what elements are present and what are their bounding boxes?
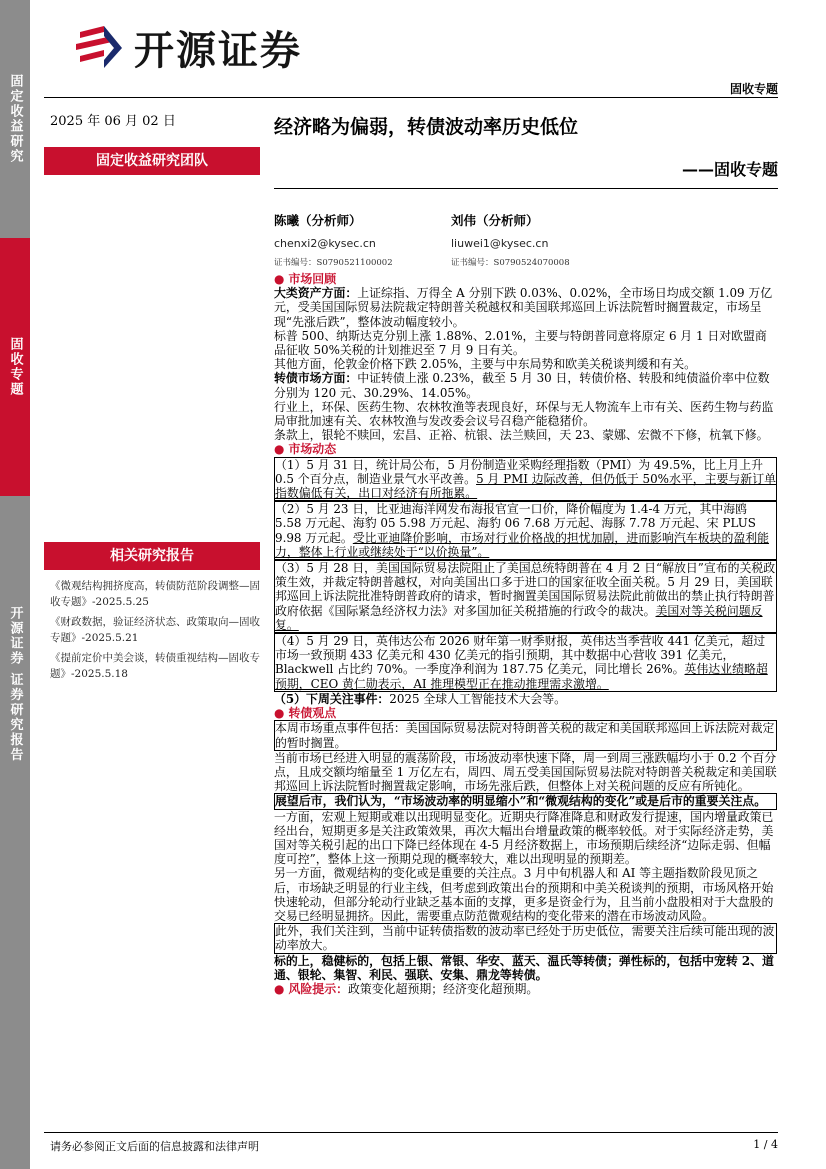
analyst-2-name: 刘伟（分析师） [451,213,539,228]
team-box: 固定收益研究团队 [44,147,260,175]
view-5: 另一方面，微观结构的变化或是重要的关注点。3 月中旬机器人和 AI 等主题指数阶段见顶之后，市场缺乏明显的行业主线，但考虑到政策出台的预期和中美关税谈判的预期，市场风格开始快速轮动，但部分轮动行业缺乏基本面的支撑，更多是资金行为，且当前小盘股相对于大盘股的交易已经明显拥挤。因此，需要重点防范微观结构的变化带来的潜在市场波动风险。 [274,866,774,923]
section-cb-view: 转债观点 [288,706,337,721]
bullet-icon: ● [274,706,289,721]
section-market-dynamics: 市场动态 [288,442,337,457]
side-label-top: 固定收益研究 [7,74,23,164]
analyst-2-email: liuwei1@kysec.cn [451,237,549,250]
related-report-2[interactable]: 《财政数据，验证经济状态、政策取向—固收专题》-2025.5.21 [50,616,260,644]
bullet-icon: ● [274,272,289,286]
brand-name: 开源证券 [134,27,302,74]
view-6: 此外，我们关注到，当前中证转债指数的波动率已经处于历史低位，需要关注后续可能出现的波动率放大。 [274,923,777,953]
side-strip-middle [0,238,30,496]
main-body [274,272,777,996]
view-3: 展望后市，我们认为，“市场波动率的明显缩小”和“微观结构的变化”或是后市的重要关注点。 [274,793,777,809]
para-industry: 行业上，环保、医药生物、农林牧渔等表现良好，环保与无人物流车上市有关、医药生物与药监局审批加速有关、农林牧渔与发改委会议号召稳产能稳猪价。 [274,399,774,429]
side-strip [0,0,30,1169]
dynamic-5: （5）下周关注事件：2025 全球人工智能技术大会等。 [274,691,567,706]
side-strip-bottom [0,496,30,1169]
side-label-bottom: 开源证券 证券研究报告 [7,606,23,763]
dynamic-3: （3）5 月 28 日，美国国际贸易法院阻止了美国总统特朗普在 4 月 2 日“解放日”宣布的关税政策生效，并裁定特朗普越权，对向美国出口多于进口的国家征收全面关税。5 月 29 日，美国联邦巡回上诉法院批准特朗普政府的请求，暂时搁置美国国际贸易法院此前做出的禁止执行特朗普政府依据《国际紧急经济权力法》对多国加征关税措施的行政令的裁决。美国对等关税问题反复。 [275,561,776,632]
dynamic-4: （4）5 月 29 日，英伟达公布 2026 财年第一财季财报，英伟达当季营收 441 亿美元，超过市场一致预期 433 亿美元和 430 亿美元的指引预期，其中数据中心营收 391 亿美元，Blackwell 占比约 70%。一季度净利润为 187.75 亿美元，同比增长 26%。英伟达业绩略超预期，CEO 黄仁勋表示，AI 推理模型正在推动推理需求激增。 [274,633,777,692]
logo-mark-icon [74,24,126,70]
analyst-2 [451,211,621,268]
para-us: 标普 500、纳斯达克分别上涨 1.88%、2.01%，主要与特朗普同意将原定 6 月 1 日对欧盟商品征收 50%关税的计划推迟至 7 月 9 日有关。 [274,328,767,358]
analyst-1-cert: 证书编号：S0790521100002 [274,258,393,268]
footer-rule [44,1132,778,1133]
view-7: 标的上，稳健标的，包括上银、常银、华安、蓝天、温氏等转债；弹性标的，包括中宠转 2、道通、银轮、集智、利民、强联、安集、鼎龙等转债。 [274,953,774,982]
report-subtitle: ——固收专题 [681,160,778,179]
view-4: 一方面，宏观上短期或难以出现明显变化。近期央行降准降息和财政发行提速，国内增量政策已经出台，短期更多是关注政策效果，再次大幅出台增量政策的概率较低。对于实际经济走势，美国对等关税引起的出口下降已经体现在 4-5 月经济数据上，市场预期后续经济“边际走弱、但幅度可控”，整体上这一预期兑现的概率较大，难以出现明显的预期差。 [274,809,774,867]
analyst-1 [274,211,444,268]
related-report-3[interactable]: 《提前定价中美会谈，转债重视结构—固收专题》-2025.5.18 [50,652,260,680]
analyst-1-email: chenxi2@kysec.cn [274,237,376,250]
report-date: 2025 年 06 月 02 日 [50,114,176,129]
footer-disclaimer: 请务必参阅正文后面的信息披露和法律声明 [50,1140,259,1153]
side-label-middle: 固收专题 [7,337,23,397]
view-2: 当前市场已经进入明显的震荡阶段，市场波动率快速下降，周一到周三涨跌幅均小于 0.2 个百分点，且成交额均缩量至 1 万亿左右，周四、周五受美国国际贸易法院对特朗普关税裁定和美国联邦巡回上诉法院暂时搁置裁定影响，市场先涨后跌，但整体上对关税问题的反应有所钝化。 [274,750,777,794]
header-rule [44,97,778,98]
title-rule [274,188,778,189]
para-gold: 其他方面，伦敦金价格下跌 2.05%，主要与中东局势和欧美关税谈判缓和有关。 [274,357,697,372]
section-market-review: 市场回顾 [288,272,337,286]
view-1: 本周市场重点事件包括：美国国际贸易法院对特朗普关税的裁定和美国联邦巡回上诉法院对裁定的暂时搁置。 [274,720,777,750]
brand-logo [74,22,302,72]
page-number: 1 / 4 [753,1138,778,1151]
para-assets: 大类资产方面：上证综指、万得全 A 分别下跌 0.03%、0.02%，全市场日均成交额 1.09 万亿元，受美国国际贸易法院裁定特朗普关税越权和美国联邦巡回上诉法院暂时搁置裁定，市场呈现“先涨后跌”，整体波动幅度较小。 [274,286,773,329]
analyst-1-name: 陈曦（分析师） [274,213,362,228]
side-strip-top [0,0,30,238]
dynamic-2: （2）5 月 23 日，比亚迪海洋网发布海报官宣一口价，降价幅度为 1.4-4 万元，其中海鸥 5.58 万元起、海豹 05 5.98 万元起、海豹 06 7.68 万元起、海豚 7.78 万元起、宋 PLUS 9.98 万元起。受比亚迪降价影响，市场对行业价格战的担忧加剧，进而影响汽车板块的盈利能力，整体上行业或继续处于“以价换量”。 [274,501,777,560]
para-cb-market: 转债市场方面：中证转债上涨 0.23%，截至 5 月 30 日，转债价格、转股和纯债溢价率中位数分别为 120 元、30.29%、14.05%。 [274,371,770,400]
report-title: 经济略为偏弱，转债波动率历史低位 [274,116,579,138]
dynamic-1: （1）5 月 31 日，统计局公布，5 月份制造业采购经理指数（PMI）为 49.5%，比上月上升 0.5 个百分点，制造业景气水平改善。5 月 PMI 边际改善，但仍低于 50%水平，主要与新订单指数偏低有关，出口对经济有所拖累。 [275,457,776,501]
report-type: 固收专题 [729,82,778,96]
related-reports-header: 相关研究报告 [44,542,260,570]
risk-line: ● 风险提示：政策变化超预期；经济变化超预期。 [274,981,539,996]
bullet-icon: ● [274,981,289,996]
analyst-2-cert: 证书编号：S0790524070008 [451,258,570,268]
related-report-1[interactable]: 《微观结构拥挤度高，转债防范阶段调整—固收专题》-2025.5.25 [50,580,260,608]
related-reports-list [50,578,262,686]
para-terms: 条款上，银轮不赎回，宏昌、正裕、杭银、法兰赎回，天 23、蒙娜、宏微不下修，杭氧下修。 [274,428,769,443]
bullet-icon: ● [274,442,289,457]
